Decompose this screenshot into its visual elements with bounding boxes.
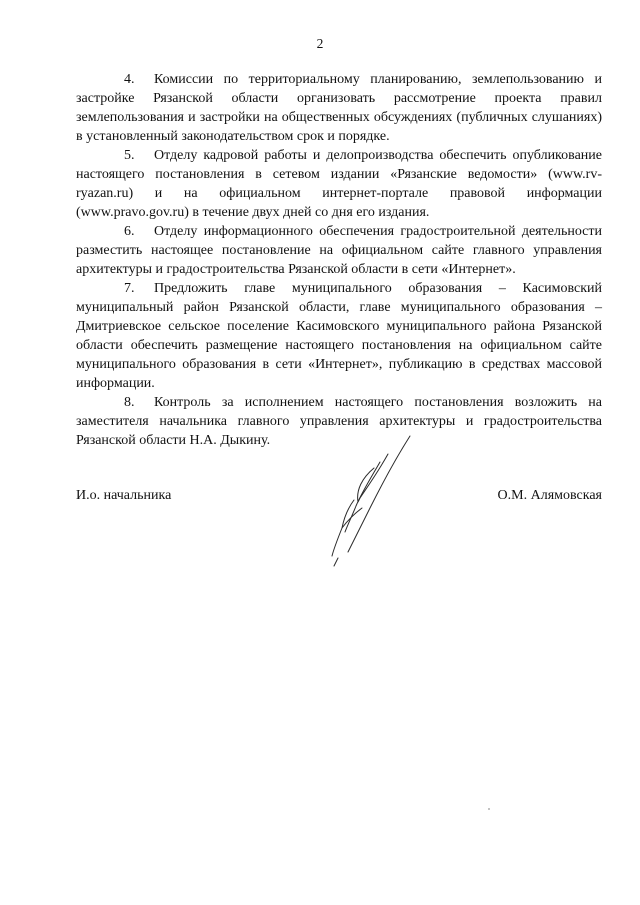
signature-stroke	[332, 528, 342, 556]
paragraph-text: Отделу кадровой работы и делопроизводства обеспечить опубликование настоящего постановления в сетевом издании «Рязанские ведомости» (www.rv-ryazan.ru) и на официальном интернет-портале правовой информации (www.pravo.gov.ru) в течение двух дней со дня его издания.	[76, 148, 602, 220]
paragraph-number: 5.	[124, 148, 135, 163]
paragraph-item	[76, 70, 602, 146]
paragraph-number: 7.	[124, 281, 135, 296]
signatory-position: И.о. начальника	[76, 488, 172, 503]
paragraph-number: 4.	[124, 72, 135, 87]
paragraph-item	[76, 222, 602, 279]
document-body	[76, 70, 602, 450]
paragraph-item	[76, 279, 602, 393]
signature-stroke	[334, 558, 338, 566]
page-number: 2	[316, 36, 324, 51]
signature-block	[76, 488, 602, 512]
paragraph-number: 6.	[124, 224, 135, 239]
paragraph-number: 8.	[124, 395, 135, 410]
paragraph-text: Отделу информационного обеспечения градостроительной деятельности разместить настоящее постановление на официальном сайте главного управления архитектуры и градостроительства Рязанской области в сети «Интернет».	[76, 224, 602, 277]
paragraph-text: Предложить главе муниципального образования – Касимовский муниципальный район Рязанской области, главе муниципального образования – Дмитриевское сельское поселение Касимовского муниципального района Рязанской области обеспечить размещение настоящего постановления на официальном сайте муниципального образования в сети «Интернет», публикацию в средствах массовой информации.	[76, 281, 602, 391]
paragraph-text: Контроль за исполнением настоящего постановления возложить на заместителя начальника главного управления архитектуры и градостроительства Рязанской области Н.А. Дыкину.	[76, 395, 602, 448]
paragraph-text: Комиссии по территориальному планированию, землепользованию и застройке Рязанской области организовать рассмотрение проекта правил землепользования и застройки на общественных обсуждениях (публичных слушаниях) в установленный законодательством срок и порядке.	[76, 72, 602, 144]
signatory-name: О.М. Алямовская	[497, 488, 602, 503]
scan-speck	[488, 808, 490, 810]
paragraph-item	[76, 146, 602, 222]
